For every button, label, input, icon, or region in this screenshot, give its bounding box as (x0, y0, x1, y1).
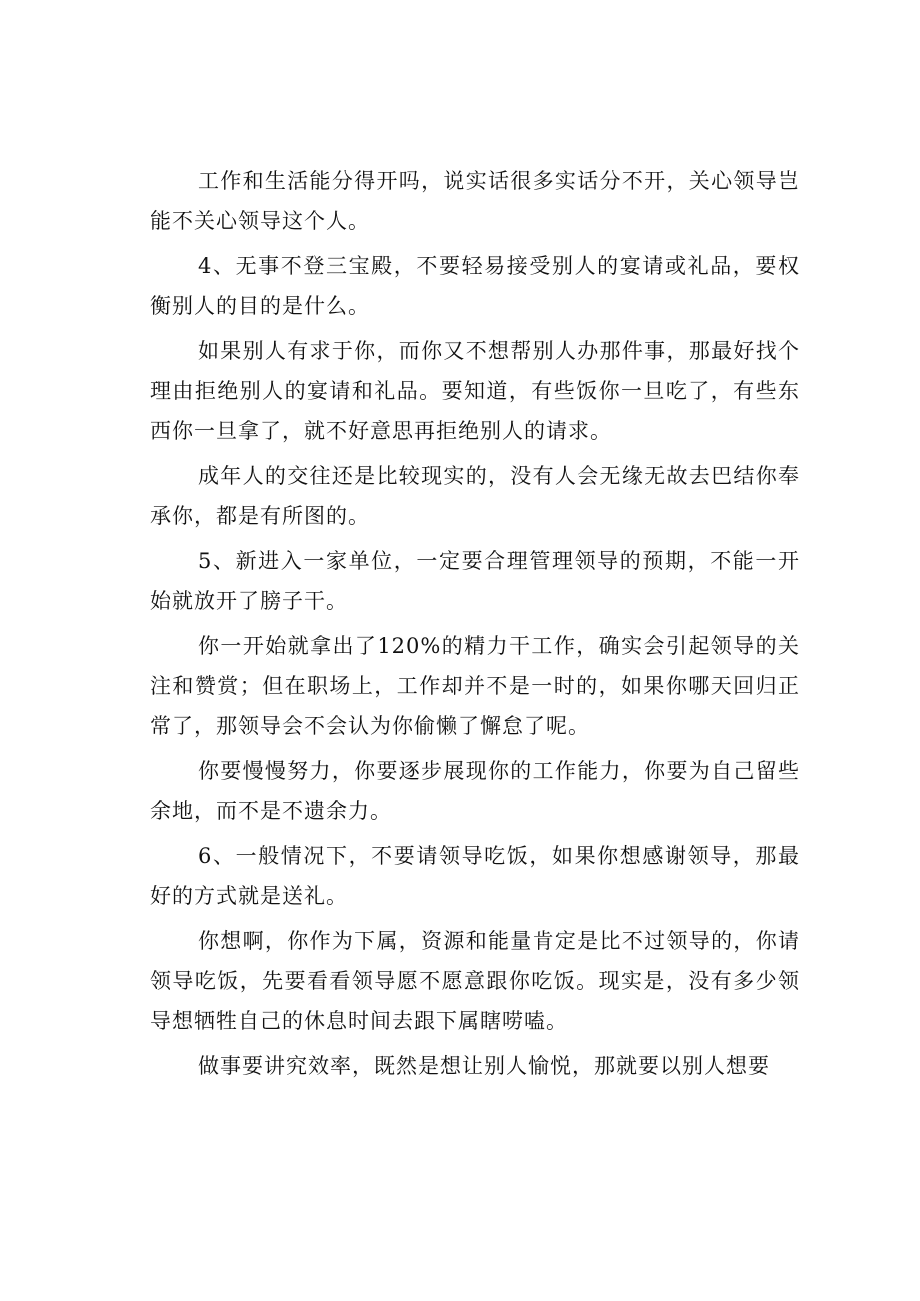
paragraph-3: 如果别人有求于你，而你又不想帮别人办那件事，那最好找个理由拒绝别人的宴请和礼品。要知道，有些饭你一旦吃了，有些东西你一旦拿了，就不好意思再拒绝别人的请求。 (150, 339, 800, 443)
paragraph-4: 成年人的交往还是比较现实的，没有人会无缘无故去巴结你奉承你，都是有所图的。 (150, 464, 800, 528)
paragraph-9: 你想啊，你作为下属，资源和能量肯定是比不过领导的，你请领导吃饭，先要看看领导愿不愿意跟你吃饭。现实是，没有多少领导想牺牲自己的休息时间去跟下属瞎唠嗑。 (150, 929, 800, 1033)
paragraph-5: 5、新进入一家单位，一定要合理管理领导的预期，不能一开始就放开了膀子干。 (150, 549, 800, 613)
paragraph-7: 你要慢慢努力，你要逐步展现你的工作能力，你要为自己留些余地，而不是不遗余力。 (150, 759, 800, 823)
paragraph-8: 6、一般情况下，不要请领导吃饭，如果你想感谢领导，那最好的方式就是送礼。 (150, 844, 800, 908)
paragraph-1: 工作和生活能分得开吗，说实话很多实话分不开，关心领导岂能不关心领导这个人。 (150, 169, 800, 233)
paragraph-10: 做事要讲究效率，既然是想让别人愉悦，那就要以别人想要 (198, 1054, 770, 1078)
paragraph-6: 你一开始就拿出了120%的精力干工作，确实会引起领导的关注和赞赏；但在职场上，工作却并不是一时的，如果你哪天回归正常了，那领导会不会认为你偷懒了懈怠了呢。 (150, 634, 800, 738)
paragraph-2: 4、无事不登三宝殿，不要轻易接受别人的宴请或礼品，要权衡别人的目的是什么。 (150, 254, 800, 318)
document-body (150, 161, 800, 1091)
